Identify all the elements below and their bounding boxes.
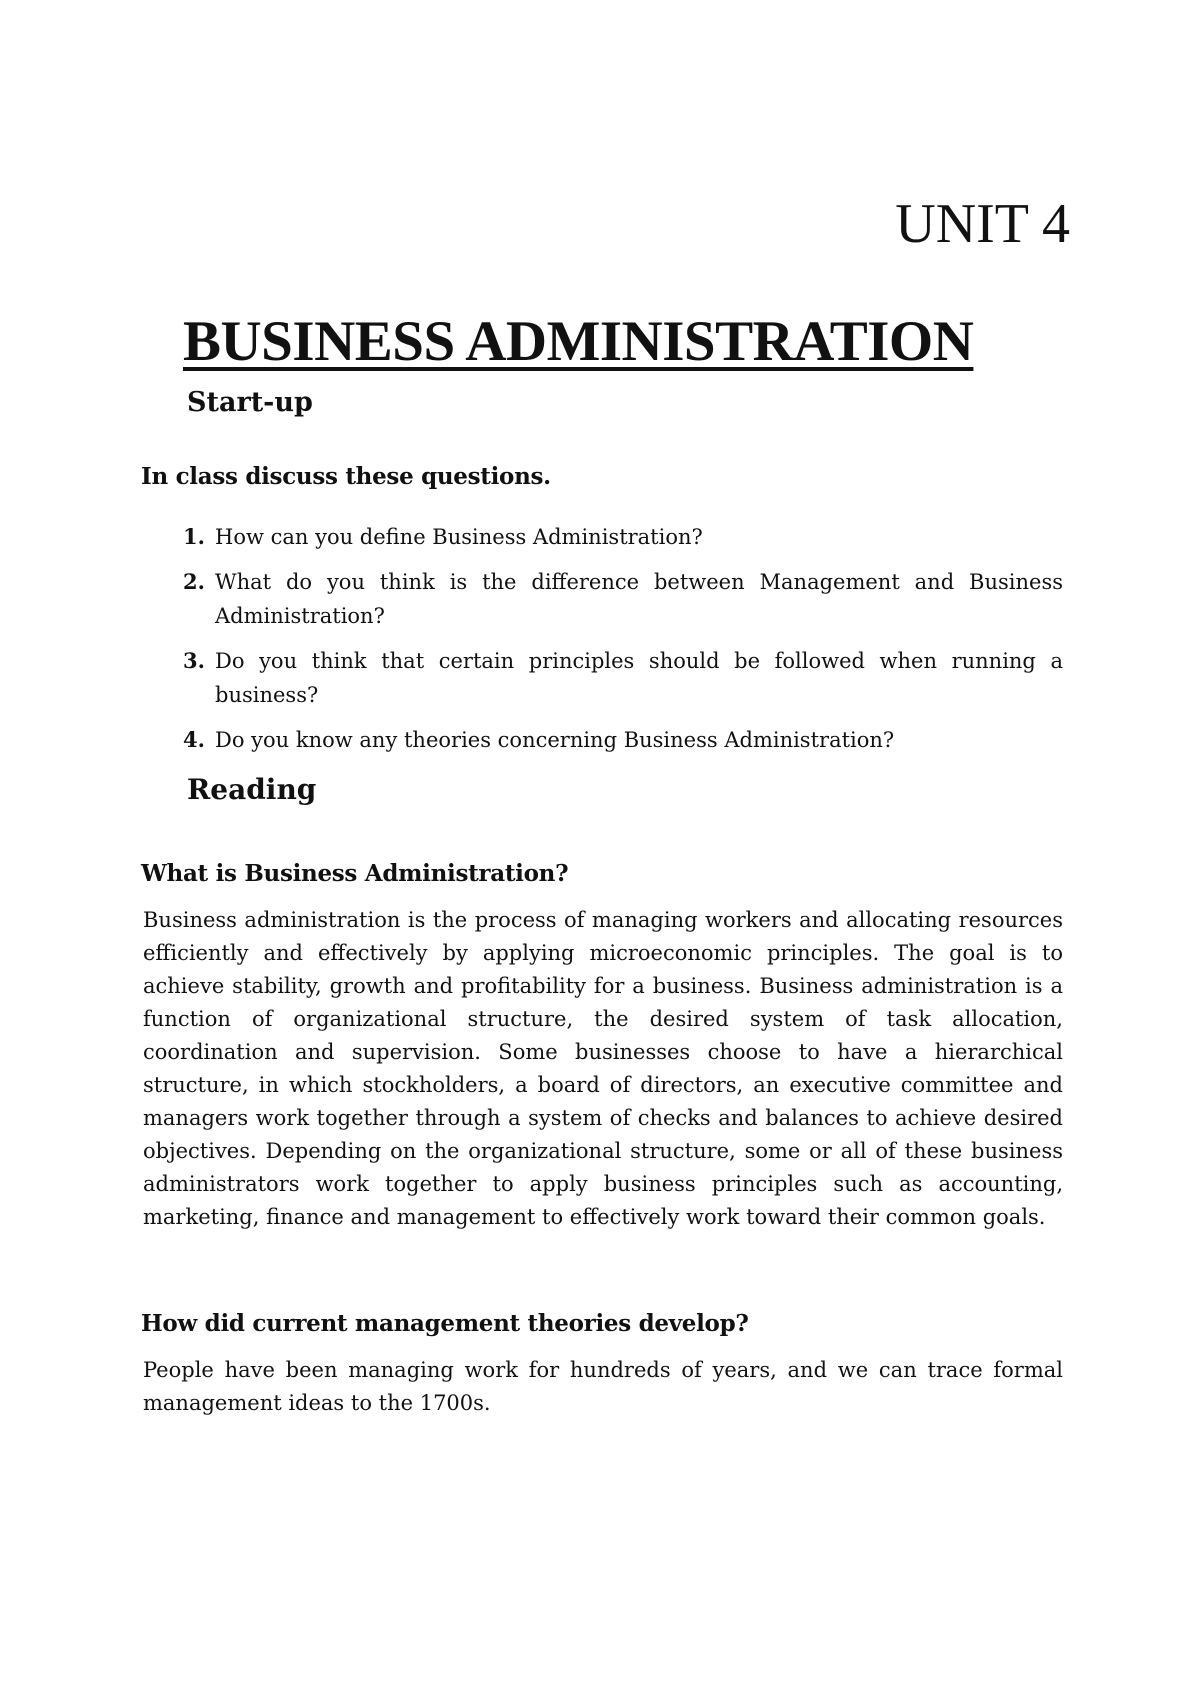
question-item <box>183 644 1063 712</box>
reading-paragraph: Business administration is the process of managing workers and allocating resources efficiently and effectively by applying microeconomic principles. The goal is to achieve stability, growth and profitability for a business. Business administration is a function of organizational structure, the desired system of task allocation, coordination and supervision. Some businesses choose to have a hierarchical structure, in which stockholders, a board of directors, an executive committee and managers work together through a system of checks and balances to achieve desired objectives. Depending on the organizational structure, some or all of these business administrators work together to apply business principles such as accounting, marketing, finance and management to effectively work toward their common goals. <box>143 908 1063 1229</box>
question-item <box>183 520 1063 554</box>
reading-paragraph: People have been managing work for hundreds of years, and we can trace formal management ideas to the 1700s. <box>143 1358 1063 1415</box>
unit-number: UNIT 4 <box>895 193 1070 255</box>
question-item <box>183 565 1063 633</box>
question-number: 3. <box>183 648 205 673</box>
reading-section-heading: What is Business Administration? <box>141 860 569 887</box>
page-title: BUSINESS ADMINISTRATION <box>183 310 974 373</box>
question-text: Do you think that certain principles should be followed when running a business? <box>215 649 1063 707</box>
reading-section-heading: How did current management theories develop? <box>141 1310 749 1337</box>
reading-heading: Reading <box>187 773 317 806</box>
question-text: How can you define Business Administration? <box>215 525 703 549</box>
question-text: Do you know any theories concerning Business Administration? <box>215 728 895 752</box>
question-number: 1. <box>183 524 205 549</box>
question-number: 4. <box>183 727 205 752</box>
question-number: 2. <box>183 569 205 594</box>
startup-heading: Start-up <box>187 387 313 418</box>
question-text: What do you think is the difference between Management and Business Administration? <box>215 570 1063 628</box>
question-item <box>183 723 1063 757</box>
discussion-instruction: In class discuss these questions. <box>141 463 551 490</box>
question-list <box>183 520 1063 768</box>
